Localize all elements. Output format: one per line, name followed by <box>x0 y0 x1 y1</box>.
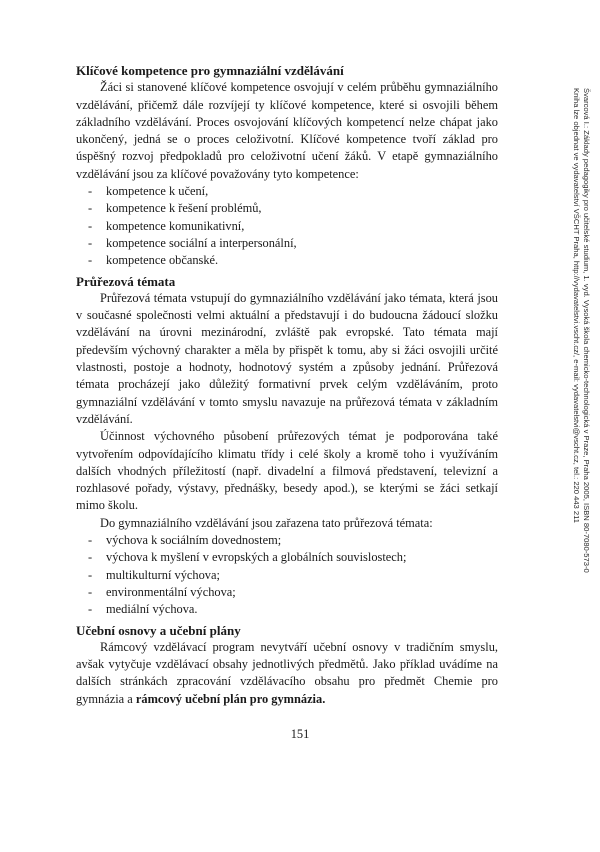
section-heading-key-competences: Klíčové kompetence pro gymnaziální vzdělávání <box>76 63 344 78</box>
list-item: - kompetence k řešení problémů, <box>76 200 498 217</box>
page-body <box>76 62 498 708</box>
list-item: - výchova k sociálním dovednostem; <box>76 532 498 549</box>
list-item: - multikulturní výchova; <box>76 567 498 584</box>
paragraph-key-competences: Žáci si stanovené klíčové kompetence osvojují v celém průběhu gymnaziálního vzdělávání, přičemž dále rozvíjejí ty klíčové kompetence, které si osvojili během základního vzdělávání. Proces osvojování klíčových kompetencí nelze chápat jako ukončený, jedná se o proces celoživotní. Klíčové kompetence tvoří základ pro úspěšný rozvoj předpokladů pro celoživotní učení žáků. V etapě gymnaziálního vzdělávání jsou za klíčové považovány tyto kompetence: <box>76 80 498 181</box>
paragraph-curricula <box>76 639 498 708</box>
list-item: - kompetence komunikativní, <box>76 218 498 235</box>
list-key-competences <box>76 183 498 269</box>
paragraph-curricula-bold: rámcový učební plán pro gymnázia. <box>135 691 326 706</box>
list-item: - kompetence sociální a interpersonální, <box>76 235 498 252</box>
list-item: - výchova k myšlení v evropských a globálních souvislostech; <box>76 549 498 566</box>
list-cross-curricular-themes <box>76 532 498 618</box>
citation-line: Kniha lze objednat ve vydavatelství VŠCHT Praha, http://vydavatelstvi.vscht.cz/, e-mail: vydavatelstvi@vscht.cz, tel.: 220 443 211 <box>572 88 581 523</box>
section-heading-cross-curricular: Průřezová témata <box>76 273 176 289</box>
paragraph-cross-curricular-2: Účinnost výchovného působení průřezových témat je podporována také vytvořením odpovídajícího klimatu třídy i celé školy a kromě toho i využíváním dalších vhodných příležitostí (např. divadelní a filmová představení, televizní a rozhlasové pořady, výstavy, přednášky, besedy apod.), se kterými se žáci setkají mimo školu. <box>76 429 498 513</box>
page-number: 151 <box>290 727 310 741</box>
paragraph-cross-curricular-3: Do gymnaziálního vzdělávání jsou zařazena tato průřezová témata: <box>100 515 433 530</box>
list-item: - kompetence občanské. <box>76 252 498 269</box>
paragraph-cross-curricular-1: Průřezová témata vstupují do gymnaziálního vzdělávání jako témata, která jsou v současné společnosti velmi aktuální a představují i do budoucna žádoucí složku vzdělávání na úrovni mezinárodní, zvláště pak evropské. Tato témata mají především výchovný charakter a měla by přispět k tomu, aby si žáci osvojili určité vlastnosti, postoje a hodnoty, hodnotový systém a způsoby jednání. Průřezová témata procházejí jako důležitý formativní prvek celým vzděláváním, proto gymnaziální vzdělávání v tomto smyslu navazuje na průřezová témata v základním vzdělávání. <box>76 290 498 426</box>
citation-line: Švarcová I.: Základy pedagogiky pro učitelské studium, 1. vyd. Vysoká škola chemicko-technologická v Praze, Praha 2005, ISBN 80-7080-573-0 <box>582 88 591 573</box>
list-item: - mediální výchova. <box>76 601 498 618</box>
list-item: - kompetence k učení, <box>76 183 498 200</box>
side-citation-note <box>571 88 591 648</box>
paragraph-curricula-text: Rámcový vzdělávací program nevytváří učební osnovy v tradičním smyslu, avšak vytyčuje vzdělávací obsahy jednotlivých předmětů. Jako příklad uvádíme na dalších stránkách zpracování vzdělávacího obsahu pro předmět Chemie pro gymnázia a <box>76 639 498 706</box>
section-heading-curricula: Učební osnovy a učební plány <box>76 622 241 638</box>
list-item: - environmentální výchova; <box>76 584 498 601</box>
